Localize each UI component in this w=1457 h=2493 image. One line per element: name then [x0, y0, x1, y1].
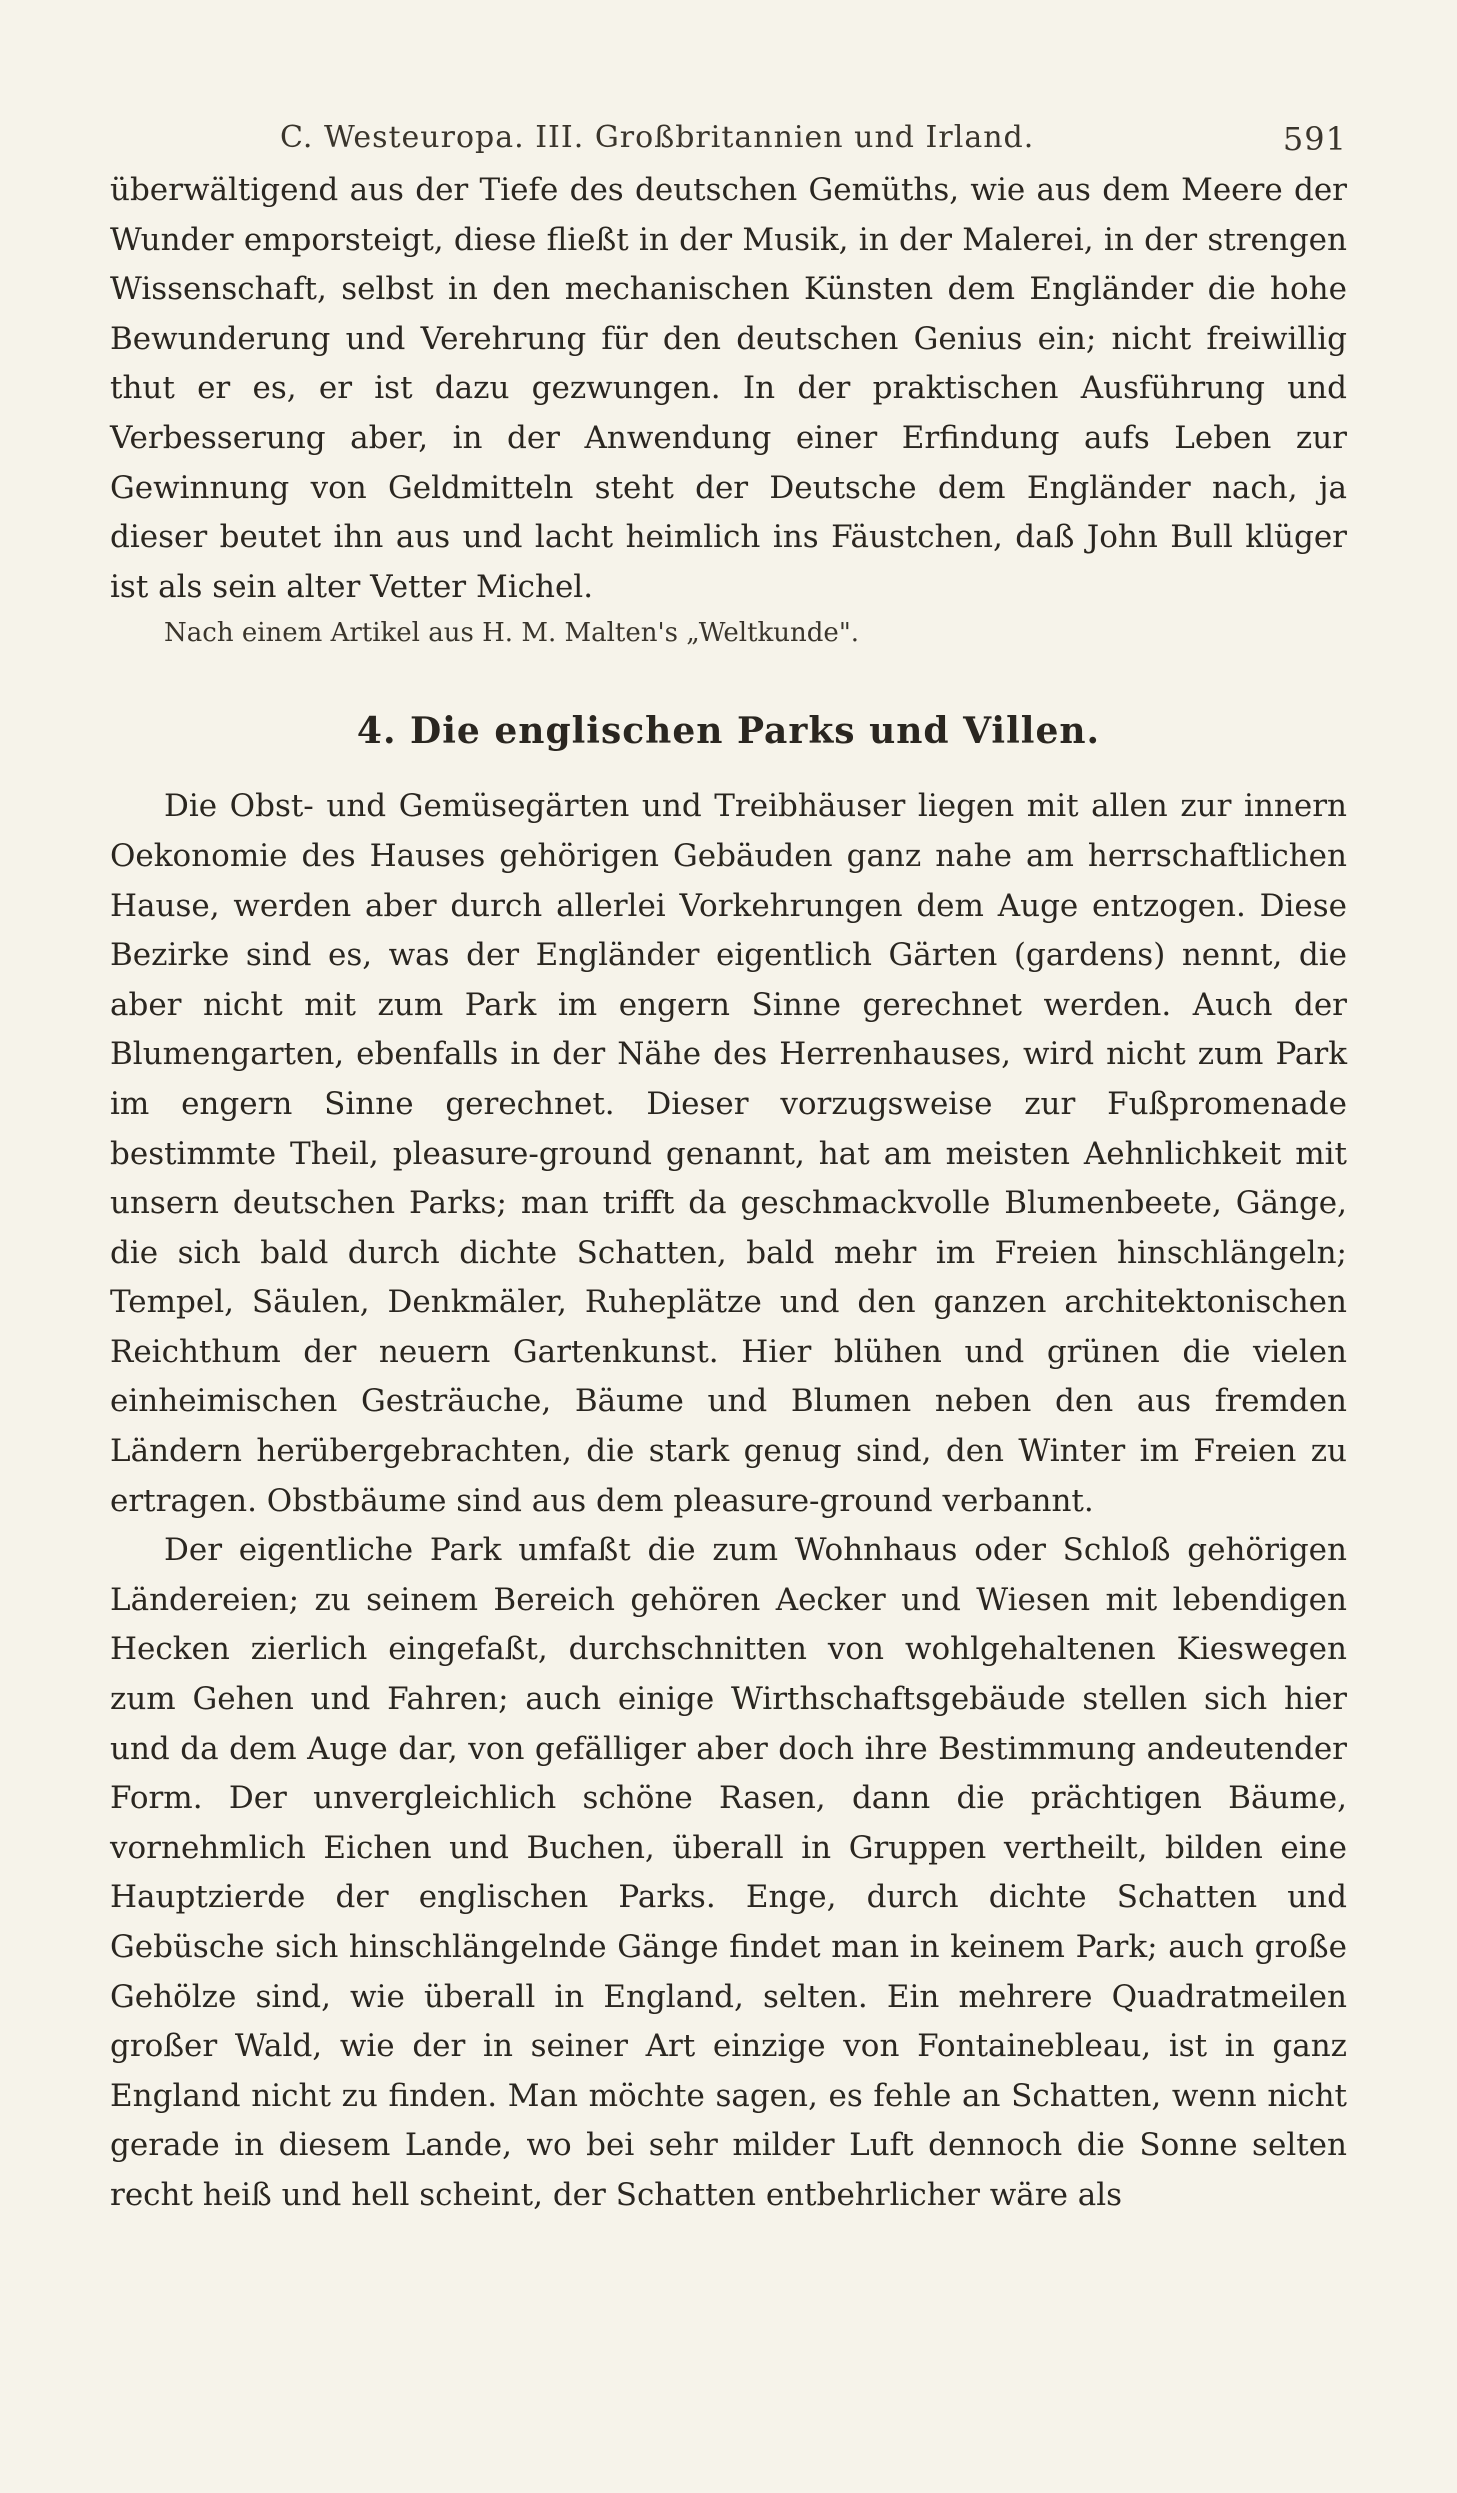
- intro-paragraph: überwältigend aus der Tiefe des deutschen Gemüths, wie aus dem Meere der Wunder emporsteigt, diese fließt in der Musik, in der Malerei, in der strengen Wissenschaft, selbst in den mechanischen Künsten dem Engländer die hohe Bewunderung und Verehrung für den deutschen Genius ein; nicht freiwillig thut er es, er ist dazu gezwungen. In der praktischen Ausführung und Verbesserung aber, in der Anwendung einer Erfindung aufs Leben zur Gewinnung von Geldmitteln steht der Deutsche dem Engländer nach, ja dieser beutet ihn aus und lacht heimlich ins Fäustchen, daß John Bull klüger ist als sein alter Vetter Michel.: [110, 172, 1347, 605]
- intro-text: [110, 166, 1347, 648]
- running-head: C. Westeuropa. III. Großbritannien und Irland.: [280, 120, 1035, 155]
- section-title: 4. Die englischen Parks und Villen.: [356, 710, 1101, 753]
- paragraph-park: Der eigentliche Park umfaßt die zum Wohnhaus oder Schloß gehörigen Ländereien; zu seinem Bereich gehören Aecker und Wiesen mit lebendigen Hecken zierlich eingefaßt, durchschnitten von wohlgehaltenen Kieswegen zum Gehen und Fahren; auch einige Wirthschaftsgebäude stellen sich hier und da dem Auge dar, von gefälliger aber doch ihre Bestimmung andeutender Form. Der unvergleichlich schöne Rasen, dann die prächtigen Bäume, vornehmlich Eichen und Buchen, überall in Gruppen vertheilt, bilden eine Hauptzierde der englischen Parks. Enge, durch dichte Schatten und Gebüsche sich hinschlängelnde Gänge findet man in keinem Park; auch große Gehölze sind, wie überall in England, selten. Ein mehrere Quadratmeilen großer Wald, wie der in seiner Art einzige von Fontainebleau, ist in ganz England nicht zu finden. Man möchte sagen, es fehle an Schatten, wenn nicht gerade in diesem Lande, wo bei sehr milder Luft dennoch die Sonne selten recht heiß und hell scheint, der Schatten entbehrlicher wäre als: [110, 1532, 1347, 2213]
- paragraph-gardens: Die Obst- und Gemüsegärten und Treibhäuser liegen mit allen zur innern Oekonomie des Hauses gehörigen Gebäuden ganz nahe am herrschaftlichen Hause, werden aber durch allerlei Vorkehrungen dem Auge entzogen. Diese Bezirke sind es, was der Engländer eigentlich Gärten (gardens) nennt, die aber nicht mit zum Park im engern Sinne gerechnet werden. Auch der Blumengarten, ebenfalls in der Nähe des Herrenhauses, wird nicht zum Park im engern Sinne gerechnet. Dieser vorzugsweise zur Fußpromenade bestimmte Theil, pleasure-ground genannt, hat am meisten Aehnlichkeit mit unsern deutschen Parks; man trifft da geschmackvolle Blumenbeete, Gänge, die sich bald durch dichte Schatten, bald mehr im Freien hinschlängeln; Tempel, Säulen, Denkmäler, Ruheplätze und den ganzen architektonischen Reichthum der neuern Gartenkunst. Hier blühen und grünen die vielen einheimischen Gesträuche, Bäume und Blumen neben den aus fremden Ländern herübergebrachten, die stark genug sind, den Winter im Freien zu ertragen. Obstbäume sind aus dem pleasure-ground verbannt.: [110, 788, 1347, 1519]
- section-body: [110, 782, 1347, 2220]
- source-note: Nach einem Artikel aus H. M. Malten's „Weltkunde".: [164, 618, 860, 649]
- page-number: 591: [1282, 120, 1347, 158]
- page-header: [110, 120, 1347, 166]
